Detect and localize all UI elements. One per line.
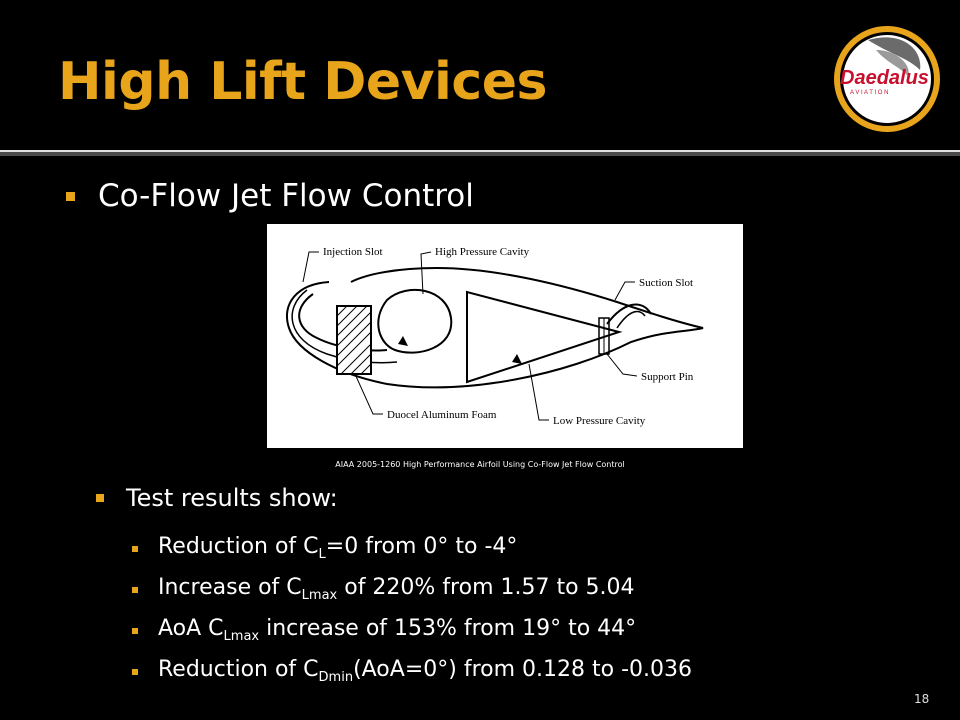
result-item: AoA $C_{Lmax}$ increase of 153% from 19° to 44° <box>158 616 637 644</box>
logo-text: Daedalus <box>840 67 929 89</box>
bullet-marker <box>96 494 104 502</box>
figure-caption: AIAA 2005-1260 High Performance Airfoil Using Co-Flow Jet Flow Control <box>335 460 625 469</box>
bullet-marker <box>132 628 138 634</box>
page-number: 18 <box>914 692 930 706</box>
bullet-co-flow-jet: Co-Flow Jet Flow Control <box>98 178 474 214</box>
title-divider-shadow <box>0 152 960 156</box>
bullet-marker <box>132 587 138 593</box>
logo-subtext: A V I A T I O N <box>850 90 889 96</box>
label-low-pressure-cavity: Low Pressure Cavity <box>553 415 646 427</box>
bullet-marker <box>132 546 138 552</box>
airfoil-diagram <box>267 224 743 448</box>
bullet-marker <box>132 669 138 675</box>
result-item: Increase of $C_{Lmax}$ of 220% from 1.57 to 5.04 <box>158 575 635 603</box>
bullet-marker <box>66 192 75 201</box>
slide-title: High Lift Devices <box>58 52 547 112</box>
label-suction-slot: Suction Slot <box>639 277 694 289</box>
bullet-test-results: Test results show: <box>126 484 338 512</box>
label-duocel-foam: Duocel Aluminum Foam <box>387 409 497 421</box>
daedalus-logo <box>828 20 946 138</box>
result-item: Reduction of $C_L=0$ from 0° to -4° <box>158 534 518 562</box>
result-item: Reduction of $C_{Dmin}(AoA=0^\circ)$ from 0.128 to -0.036 <box>158 657 692 685</box>
label-high-pressure-cavity: High Pressure Cavity <box>435 246 530 258</box>
label-support-pin: Support Pin <box>641 371 694 383</box>
label-injection-slot: Injection Slot <box>323 246 383 258</box>
